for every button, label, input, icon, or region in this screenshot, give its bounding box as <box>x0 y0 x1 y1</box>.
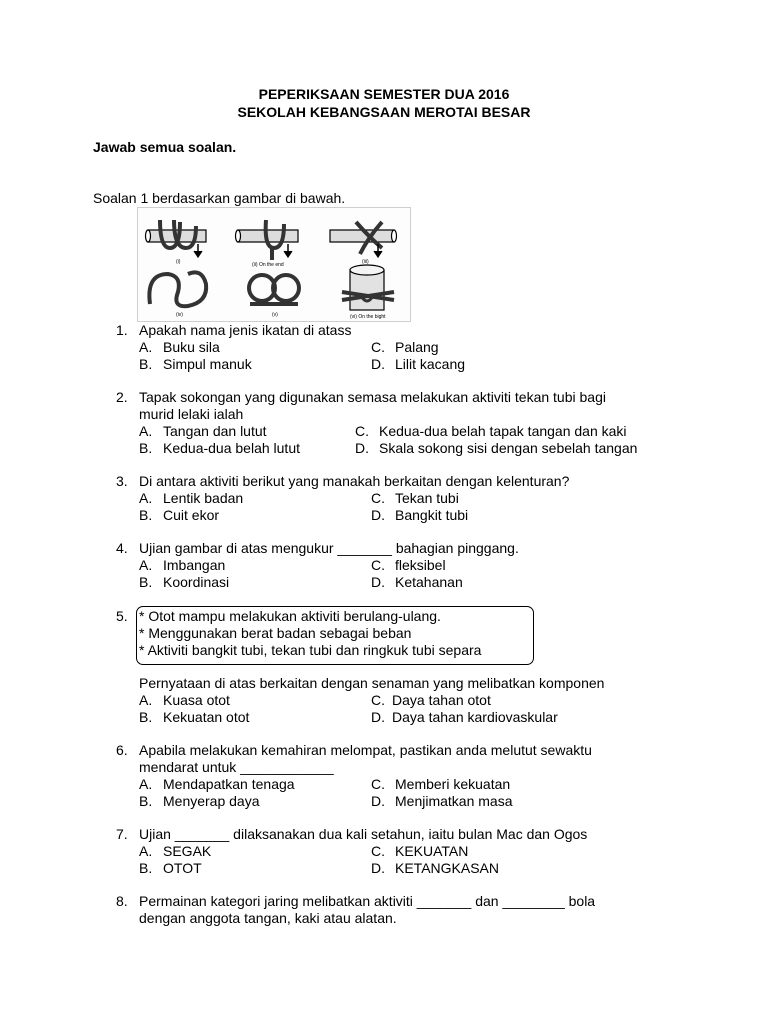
statement-1: * Otot mampu melakukan aktiviti berulang-ulang. <box>139 608 441 624</box>
question-2-text-line1: Tapak sokongan yang digunakan semasa melakukan aktiviti tekan tubi bagi <box>139 389 606 405</box>
q5-option-c: Daya tahan otot <box>392 692 491 708</box>
question-5-text: Pernyataan di atas berkaitan dengan senaman yang melibatkan komponen <box>139 675 605 691</box>
q6-option-d: Menjimatkan masa <box>395 793 513 809</box>
question-1-text: Apakah nama jenis ikatan di atass <box>139 322 352 338</box>
q5-option-d: Daya tahan kardiovaskular <box>392 709 558 725</box>
q1-option-d-letter: D. <box>371 356 385 372</box>
figure-caption-3: (iii) <box>362 259 369 265</box>
q3-option-d-letter: D. <box>371 507 385 523</box>
figure-caption-2: (ii) On the end <box>252 262 284 268</box>
knot-diagram-3 <box>330 222 397 257</box>
q4-option-d: Ketahanan <box>395 574 463 590</box>
q4-option-a: Imbangan <box>163 557 226 573</box>
question-2-text-line2: murid lelaki ialah <box>139 406 244 422</box>
instruction: Jawab semua soalan. <box>93 139 237 155</box>
q3-option-d: Bangkit tubi <box>395 507 469 523</box>
q1-option-d: Lilit kacang <box>395 356 466 372</box>
q6-option-a: Mendapatkan tenaga <box>163 776 295 792</box>
figure-caption-4: (iv) <box>176 312 183 318</box>
q2-option-c: Kedua-dua belah tapak tangan dan kaki <box>379 423 627 439</box>
q5-option-a: Kuasa otot <box>163 692 230 708</box>
question-1-intro: Soalan 1 berdasarkan gambar di bawah. <box>93 190 346 206</box>
exam-title: PEPERIKSAAN SEMESTER DUA 2016 <box>258 86 510 102</box>
q5-option-b: Kekuatan otot <box>163 709 250 725</box>
q6-option-a-letter: A. <box>139 776 153 792</box>
q3-option-c: Tekan tubi <box>395 490 459 506</box>
question-8-number: 8. <box>116 893 128 909</box>
q1-option-b: Simpul manuk <box>163 356 252 372</box>
statement-2: * Menggunakan berat badan sebagai beban <box>139 625 412 641</box>
question-5-number: 5. <box>116 608 128 624</box>
q2-option-a-letter: A. <box>139 423 153 439</box>
q4-option-c-letter: C. <box>371 557 385 573</box>
q1-option-c-letter: C. <box>371 339 385 355</box>
q7-option-d-letter: D. <box>371 860 385 876</box>
question-8-text-line1: Permainan kategori jaring melibatkan aktiviti _______ dan ________ bola <box>139 893 596 909</box>
question-3-number: 3. <box>116 473 128 489</box>
q1-option-a: Buku sila <box>163 339 220 355</box>
q2-option-d-letter: D. <box>355 440 369 456</box>
knot-diagram-2 <box>236 220 299 260</box>
q6-option-c: Memberi kekuatan <box>395 776 511 792</box>
q1-option-a-letter: A. <box>139 339 153 355</box>
figure-caption-1: (i) <box>176 259 181 265</box>
question-7-number: 7. <box>116 826 128 842</box>
knot-diagram-6 <box>342 265 394 310</box>
q7-option-b: OTOT <box>163 860 202 876</box>
question-4-text: Ujian gambar di atas mengukur _______ bahagian pinggang. <box>139 540 519 556</box>
school-name: SEKOLAH KEBANGSAAN MEROTAI BESAR <box>237 104 531 120</box>
question-8-text-line2: dengan anggota tangan, kaki atau alatan. <box>139 910 397 926</box>
q4-option-a-letter: A. <box>139 557 153 573</box>
q5-option-c-letter: C. <box>371 692 385 708</box>
q3-option-b: Cuit ekor <box>163 507 220 523</box>
knot-illustration <box>138 208 410 321</box>
q6-option-d-letter: D. <box>371 793 385 809</box>
question-4-number: 4. <box>116 540 128 556</box>
statement-3: * Aktiviti bangkit tubi, tekan tubi dan ringkuk tubi separa <box>139 642 482 658</box>
q5-option-d-letter: D. <box>371 709 385 725</box>
q1-option-c: Palang <box>395 339 439 355</box>
question-2-number: 2. <box>116 389 128 405</box>
q4-option-b-letter: B. <box>139 574 153 590</box>
q2-option-a: Tangan dan lutut <box>163 423 267 439</box>
q7-option-a-letter: A. <box>139 843 153 859</box>
question-6-text-line1: Apabila melakukan kemahiran melompat, pastikan anda melutut sewaktu <box>139 742 592 758</box>
q2-option-d: Skala sokong sisi dengan sebelah tangan <box>379 440 638 456</box>
question-6-number: 6. <box>116 742 128 758</box>
q3-option-a: Lentik badan <box>163 490 244 506</box>
figure-caption-6: (vi) On the bight <box>350 314 386 320</box>
q7-option-a: SEGAK <box>163 843 212 859</box>
knot-diagram-1 <box>146 220 207 257</box>
figure-caption-5: (v) <box>272 312 278 318</box>
q4-option-b: Koordinasi <box>163 574 230 590</box>
q7-option-d: KETANGKASAN <box>395 860 499 876</box>
q4-option-c: fleksibel <box>395 557 446 573</box>
q3-option-c-letter: C. <box>371 490 385 506</box>
question-7-text: Ujian _______ dilaksanakan dua kali setahun, iaitu bulan Mac dan Ogos <box>139 826 588 842</box>
q4-option-d-letter: D. <box>371 574 385 590</box>
question-1-number: 1. <box>116 322 128 338</box>
knot-diagram-5 <box>249 275 299 304</box>
q7-option-b-letter: B. <box>139 860 153 876</box>
q6-option-c-letter: C. <box>371 776 385 792</box>
q7-option-c-letter: C. <box>371 843 385 859</box>
knot-figure <box>137 207 411 322</box>
q5-option-a-letter: A. <box>139 692 153 708</box>
q1-option-b-letter: B. <box>139 356 153 372</box>
q2-option-c-letter: C. <box>355 423 369 439</box>
q3-option-b-letter: B. <box>139 507 153 523</box>
q7-option-c: KEKUATAN <box>395 843 469 859</box>
question-3-text: Di antara aktiviti berikut yang manakah berkaitan dengan kelenturan? <box>139 473 570 489</box>
q5-option-b-letter: B. <box>139 709 153 725</box>
q6-option-b: Menyerap daya <box>163 793 260 809</box>
q3-option-a-letter: A. <box>139 490 153 506</box>
question-6-text-line2: mendarat untuk ____________ <box>139 759 334 775</box>
knot-diagram-4 <box>149 272 206 306</box>
q2-option-b: Kedua-dua belah lutut <box>163 440 300 456</box>
q6-option-b-letter: B. <box>139 793 153 809</box>
q2-option-b-letter: B. <box>139 440 153 456</box>
